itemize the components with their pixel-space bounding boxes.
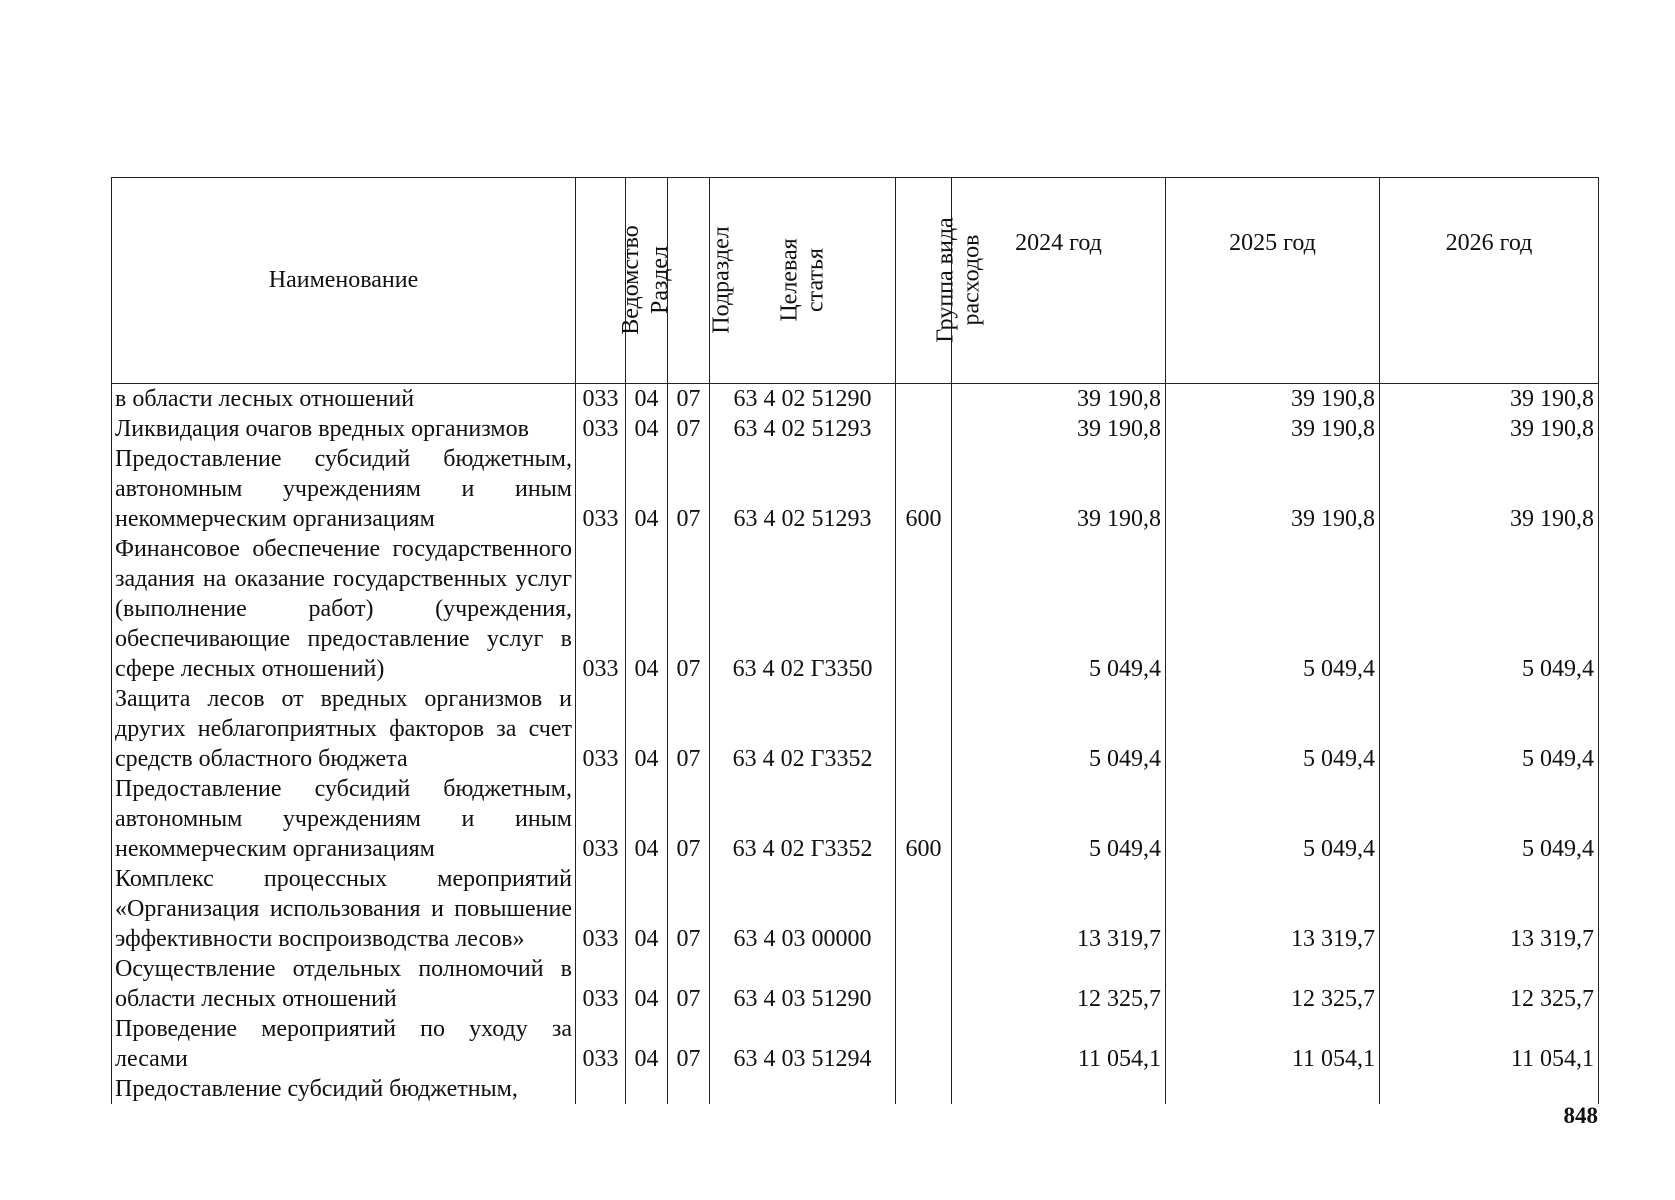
cell-ved: 033 bbox=[576, 954, 626, 1014]
cell-razdel: 04 bbox=[626, 414, 668, 444]
cell-podrazdel: 07 bbox=[668, 534, 710, 684]
cell-podrazdel: 07 bbox=[668, 864, 710, 954]
table-row bbox=[112, 864, 1599, 954]
budget-table-container bbox=[111, 177, 1598, 1104]
cell-cel: 63 4 03 00000 bbox=[710, 864, 896, 954]
cell-razdel: 04 bbox=[626, 384, 668, 415]
cell-y2025: 13 319,7 bbox=[1166, 864, 1380, 954]
cell-y2024: 12 325,7 bbox=[952, 954, 1166, 1014]
cell-cel: 63 4 02 51293 bbox=[710, 444, 896, 534]
cell-y2026: 39 190,8 bbox=[1380, 444, 1599, 534]
table-header-row bbox=[112, 178, 1599, 384]
cell-cel: 63 4 02 Г3352 bbox=[710, 774, 896, 864]
cell-podrazdel: 07 bbox=[668, 384, 710, 415]
table-row bbox=[112, 1014, 1599, 1074]
cell-y2025: 5 049,4 bbox=[1166, 684, 1380, 774]
cell-y2026: 12 325,7 bbox=[1380, 954, 1599, 1014]
cell-razdel: 04 bbox=[626, 684, 668, 774]
header-2026: 2026 год bbox=[1380, 178, 1599, 384]
cell-y2026 bbox=[1380, 1074, 1599, 1104]
cell-group bbox=[896, 534, 952, 684]
cell-y2025: 39 190,8 bbox=[1166, 384, 1380, 415]
cell-cel: 63 4 03 51294 bbox=[710, 1014, 896, 1074]
budget-table bbox=[111, 177, 1599, 1104]
cell-razdel: 04 bbox=[626, 864, 668, 954]
cell-name: Предоставление субсидий бюджетным, автономным учреждениям и иным некоммерческим организациям bbox=[112, 774, 576, 864]
cell-group bbox=[896, 1074, 952, 1104]
cell-name: Осуществление отдельных полномочий в области лесных отношений bbox=[112, 954, 576, 1014]
cell-y2026: 11 054,1 bbox=[1380, 1014, 1599, 1074]
table-row bbox=[112, 954, 1599, 1014]
cell-y2025: 39 190,8 bbox=[1166, 444, 1380, 534]
cell-podrazdel bbox=[668, 1074, 710, 1104]
cell-ved: 033 bbox=[576, 534, 626, 684]
cell-group bbox=[896, 1014, 952, 1074]
cell-y2025: 5 049,4 bbox=[1166, 534, 1380, 684]
cell-razdel: 04 bbox=[626, 774, 668, 864]
cell-y2024: 39 190,8 bbox=[952, 444, 1166, 534]
cell-group bbox=[896, 864, 952, 954]
table-row bbox=[112, 534, 1599, 684]
cell-y2026: 13 319,7 bbox=[1380, 864, 1599, 954]
cell-y2026: 39 190,8 bbox=[1380, 414, 1599, 444]
table-row bbox=[112, 774, 1599, 864]
table-row bbox=[112, 444, 1599, 534]
header-gruppa-vida-rashodov: Группа вида расходов bbox=[896, 178, 952, 384]
cell-y2026: 5 049,4 bbox=[1380, 684, 1599, 774]
header-2025: 2025 год bbox=[1166, 178, 1380, 384]
page-number: 848 bbox=[1563, 1103, 1598, 1128]
cell-ved: 033 bbox=[576, 864, 626, 954]
cell-ved: 033 bbox=[576, 444, 626, 534]
cell-y2025: 12 325,7 bbox=[1166, 954, 1380, 1014]
cell-y2024 bbox=[952, 1074, 1166, 1104]
cell-podrazdel: 07 bbox=[668, 954, 710, 1014]
cell-podrazdel: 07 bbox=[668, 414, 710, 444]
cell-y2025 bbox=[1166, 1074, 1380, 1104]
cell-name: Ликвидация очагов вредных организмов bbox=[112, 414, 576, 444]
cell-ved: 033 bbox=[576, 414, 626, 444]
cell-name: в области лесных отношений bbox=[112, 384, 576, 415]
cell-name: Комплекс процессных мероприятий «Организация использования и повышение эффективности воспроизводства лесов» bbox=[112, 864, 576, 954]
table-row bbox=[112, 414, 1599, 444]
cell-razdel: 04 bbox=[626, 444, 668, 534]
cell-y2024: 5 049,4 bbox=[952, 774, 1166, 864]
cell-cel: 63 4 02 Г3352 bbox=[710, 684, 896, 774]
cell-cel: 63 4 03 51290 bbox=[710, 954, 896, 1014]
header-name: Наименование bbox=[112, 178, 576, 384]
cell-razdel: 04 bbox=[626, 534, 668, 684]
cell-razdel: 04 bbox=[626, 1014, 668, 1074]
cell-group: 600 bbox=[896, 444, 952, 534]
cell-group bbox=[896, 384, 952, 415]
cell-name: Проведение мероприятий по уходу за лесами bbox=[112, 1014, 576, 1074]
cell-cel: 63 4 02 51290 bbox=[710, 384, 896, 415]
cell-name: Финансовое обеспечение государственного задания на оказание государственных услуг (выполнение работ) (учреждения, обеспечивающие предоставление услуг в сфере лесных отношений) bbox=[112, 534, 576, 684]
cell-group bbox=[896, 414, 952, 444]
cell-razdel bbox=[626, 1074, 668, 1104]
header-vedomstvo: Ведомство bbox=[576, 178, 626, 384]
cell-y2024: 39 190,8 bbox=[952, 414, 1166, 444]
table-row bbox=[112, 684, 1599, 774]
header-celevaya-statya: Целевая статья bbox=[710, 178, 896, 384]
table-row bbox=[112, 384, 1599, 415]
table-row bbox=[112, 1074, 1599, 1104]
cell-y2026: 5 049,4 bbox=[1380, 534, 1599, 684]
cell-y2026: 39 190,8 bbox=[1380, 384, 1599, 415]
cell-group bbox=[896, 954, 952, 1014]
cell-ved bbox=[576, 1074, 626, 1104]
cell-name: Предоставление субсидий бюджетным, автономным учреждениям и иным некоммерческим организациям bbox=[112, 444, 576, 534]
header-2024: 2024 год bbox=[952, 178, 1166, 384]
cell-y2026: 5 049,4 bbox=[1380, 774, 1599, 864]
cell-podrazdel: 07 bbox=[668, 444, 710, 534]
cell-cel bbox=[710, 1074, 896, 1104]
cell-y2025: 39 190,8 bbox=[1166, 414, 1380, 444]
cell-group: 600 bbox=[896, 774, 952, 864]
cell-razdel: 04 bbox=[626, 954, 668, 1014]
cell-y2024: 5 049,4 bbox=[952, 534, 1166, 684]
cell-y2025: 5 049,4 bbox=[1166, 774, 1380, 864]
cell-cel: 63 4 02 Г3350 bbox=[710, 534, 896, 684]
cell-ved: 033 bbox=[576, 774, 626, 864]
cell-podrazdel: 07 bbox=[668, 684, 710, 774]
cell-y2024: 5 049,4 bbox=[952, 684, 1166, 774]
cell-name: Защита лесов от вредных организмов и других неблагоприятных факторов за счет средств областного бюджета bbox=[112, 684, 576, 774]
cell-y2024: 11 054,1 bbox=[952, 1014, 1166, 1074]
header-razdel: Раздел bbox=[626, 178, 668, 384]
cell-ved: 033 bbox=[576, 384, 626, 415]
cell-ved: 033 bbox=[576, 684, 626, 774]
cell-group bbox=[896, 684, 952, 774]
table-body bbox=[112, 384, 1599, 1105]
cell-podrazdel: 07 bbox=[668, 1014, 710, 1074]
cell-cel: 63 4 02 51293 bbox=[710, 414, 896, 444]
cell-name: Предоставление субсидий бюджетным, bbox=[112, 1074, 576, 1104]
cell-ved: 033 bbox=[576, 1014, 626, 1074]
cell-y2025: 11 054,1 bbox=[1166, 1014, 1380, 1074]
cell-y2024: 39 190,8 bbox=[952, 384, 1166, 415]
cell-y2024: 13 319,7 bbox=[952, 864, 1166, 954]
header-podrazdel: Подраздел bbox=[668, 178, 710, 384]
cell-podrazdel: 07 bbox=[668, 774, 710, 864]
